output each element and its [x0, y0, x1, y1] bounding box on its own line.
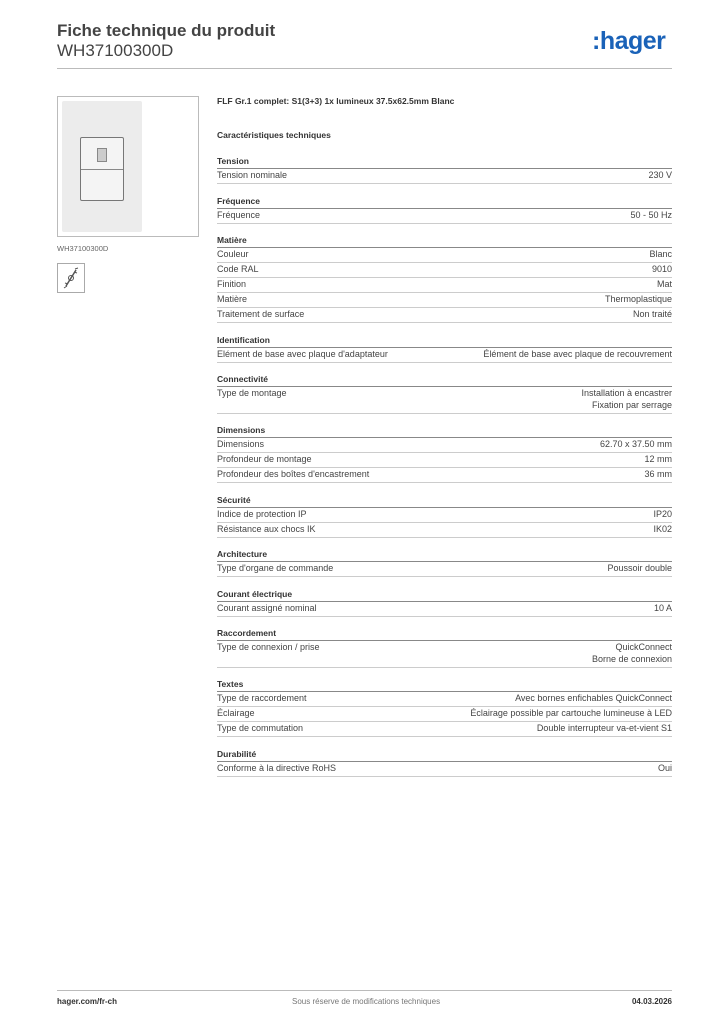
spec-section: [217, 747, 672, 777]
spec-label: Éclairage: [217, 708, 255, 718]
spec-row: [217, 692, 672, 707]
spec-section: [217, 372, 672, 414]
spec-value-line: Fixation par serrage: [591, 399, 672, 410]
spec-value-line: Élément de base avec plaque de recouvrement: [483, 348, 672, 359]
spec-value-line: IP20: [653, 508, 672, 519]
spec-value: [654, 603, 672, 615]
wire-connection-icon: [57, 263, 85, 293]
section-title: Sécurité: [217, 493, 672, 508]
spec-label: Résistance aux chocs IK: [217, 523, 316, 534]
spec-label: Type de commutation: [217, 723, 304, 733]
section-title: Durabilité: [217, 747, 672, 762]
section-title: Textes: [217, 677, 672, 692]
spec-value: [644, 454, 672, 466]
footer-date: 04.03.2026: [631, 997, 672, 1006]
spec-value-line: Thermoplastique: [604, 294, 672, 304]
spec-content: [217, 96, 672, 786]
spec-value: [592, 642, 672, 665]
spec-value-line: 9010: [651, 264, 672, 274]
spec-section: [217, 423, 672, 483]
spec-section: [217, 233, 672, 323]
spec-value-line: 50 - 50 Hz: [630, 209, 672, 220]
spec-section: [217, 154, 672, 184]
spec-row: [217, 468, 672, 483]
spec-row: [217, 248, 672, 263]
spec-value: [652, 264, 672, 276]
spec-label: Elément de base avec plaque d'adaptateur: [217, 348, 388, 359]
header-divider: [57, 68, 672, 69]
spec-row: [217, 348, 672, 363]
spec-label: Type de montage: [217, 388, 287, 398]
hager-logo: :hager: [592, 27, 666, 55]
spec-row: [217, 438, 672, 453]
section-title: Tension: [217, 154, 672, 169]
footer-notice: Sous réserve de modifications techniques: [292, 997, 441, 1006]
spec-row: [217, 762, 672, 777]
section-title: Matière: [217, 233, 672, 248]
section-title: Identification: [217, 333, 672, 348]
product-code: WH37100300D: [57, 41, 174, 60]
spec-label: Traitement de surface: [217, 309, 305, 319]
spec-label: Finition: [217, 279, 247, 289]
spec-value-line: Éclairage possible par cartouche lumineuse à LED: [470, 708, 672, 718]
spec-value: [648, 170, 672, 182]
spec-row: [217, 562, 672, 577]
spec-value-line: QuickConnect: [615, 642, 672, 652]
spec-value: [600, 439, 672, 451]
spec-sections: [217, 154, 672, 777]
page-title: Fiche technique du produit: [57, 21, 276, 40]
spec-label: Couleur: [217, 249, 249, 259]
characteristics-title: Caractéristiques techniques: [217, 130, 331, 140]
spec-value: [515, 693, 672, 705]
image-caption: WH37100300D: [57, 244, 109, 253]
spec-label: Tension nominale: [217, 170, 288, 180]
spec-value: [630, 210, 672, 222]
spec-label: Profondeur des boîtes d'encastrement: [217, 469, 370, 479]
spec-value-line: 10 A: [653, 602, 672, 613]
spec-value: [581, 388, 672, 411]
spec-value-line: IK02: [653, 523, 672, 534]
spec-value-line: 230 V: [648, 170, 672, 180]
spec-label: Type de connexion / prise: [217, 642, 320, 652]
spec-row: [217, 387, 672, 414]
spec-section: [217, 626, 672, 668]
switch-rocker: [80, 137, 124, 201]
spec-label: Code RAL: [217, 264, 259, 274]
spec-section: [217, 493, 672, 538]
spec-value: [658, 763, 672, 775]
spec-section: [217, 333, 672, 363]
spec-value: [644, 469, 672, 481]
spec-value-line: Mat: [656, 279, 672, 289]
spec-row: [217, 722, 672, 737]
spec-value-line: Borne de connexion: [591, 653, 672, 664]
spec-value: [657, 279, 672, 291]
spec-value-line: Double interrupteur va-et-vient S1: [536, 723, 672, 733]
spec-value: [653, 509, 672, 521]
spec-value-line: 62.70 x 37.50 mm: [599, 439, 672, 449]
spec-value-line: 12 mm: [644, 454, 672, 464]
spec-value-line: Blanc: [649, 249, 672, 259]
spec-value-line: Installation à encastrer: [581, 388, 672, 398]
spec-label: Type d'organe de commande: [217, 563, 334, 573]
spec-label: Profondeur de montage: [217, 454, 312, 464]
spec-value: [483, 349, 672, 361]
spec-label: Indice de protection IP: [217, 508, 307, 519]
footer-website[interactable]: hager.com/fr-ch: [57, 997, 118, 1006]
spec-row: [217, 641, 672, 668]
product-image: [57, 96, 199, 237]
spec-value: [633, 309, 672, 321]
spec-row: [217, 209, 672, 224]
spec-row: [217, 278, 672, 293]
spec-value: [470, 708, 672, 720]
section-title: Fréquence: [217, 194, 672, 209]
product-description: FLF Gr.1 complet: S1(3+3) 1x lumineux 37.5x62.5mm Blanc: [217, 96, 455, 106]
spec-value-line: Poussoir double: [607, 563, 672, 573]
spec-label: Fréquence: [217, 209, 261, 220]
spec-value: [607, 563, 672, 575]
spec-row: [217, 602, 672, 617]
spec-label: Matière: [217, 294, 248, 304]
spec-section: [217, 194, 672, 224]
spec-value: [605, 294, 672, 306]
spec-row: [217, 707, 672, 722]
section-title: Raccordement: [217, 626, 672, 641]
section-title: Architecture: [217, 547, 672, 562]
spec-value: [653, 524, 672, 536]
spec-row: [217, 169, 672, 184]
spec-row: [217, 523, 672, 538]
spec-value-line: Avec bornes enfichables QuickConnect: [515, 693, 672, 703]
led-window: [97, 148, 107, 162]
spec-section: [217, 677, 672, 737]
switch-plate: [62, 101, 142, 232]
spec-label: Conforme à la directive RoHS: [217, 762, 337, 773]
spec-label: Courant assigné nominal: [217, 602, 317, 613]
spec-value-line: Oui: [657, 762, 672, 773]
section-title: Dimensions: [217, 423, 672, 438]
spec-row: [217, 453, 672, 468]
spec-section: [217, 547, 672, 577]
footer-divider: [57, 990, 672, 991]
spec-label: Type de raccordement: [217, 693, 307, 703]
spec-value: [649, 249, 672, 261]
spec-row: [217, 263, 672, 278]
spec-row: [217, 508, 672, 523]
spec-section: [217, 587, 672, 617]
spec-label: Dimensions: [217, 439, 265, 449]
spec-value-line: Non traité: [632, 309, 672, 319]
spec-value-line: 36 mm: [644, 469, 672, 479]
spec-value: [537, 723, 672, 735]
spec-row: [217, 293, 672, 308]
spec-row: [217, 308, 672, 323]
section-title: Connectivité: [217, 372, 672, 387]
section-title: Courant électrique: [217, 587, 672, 602]
